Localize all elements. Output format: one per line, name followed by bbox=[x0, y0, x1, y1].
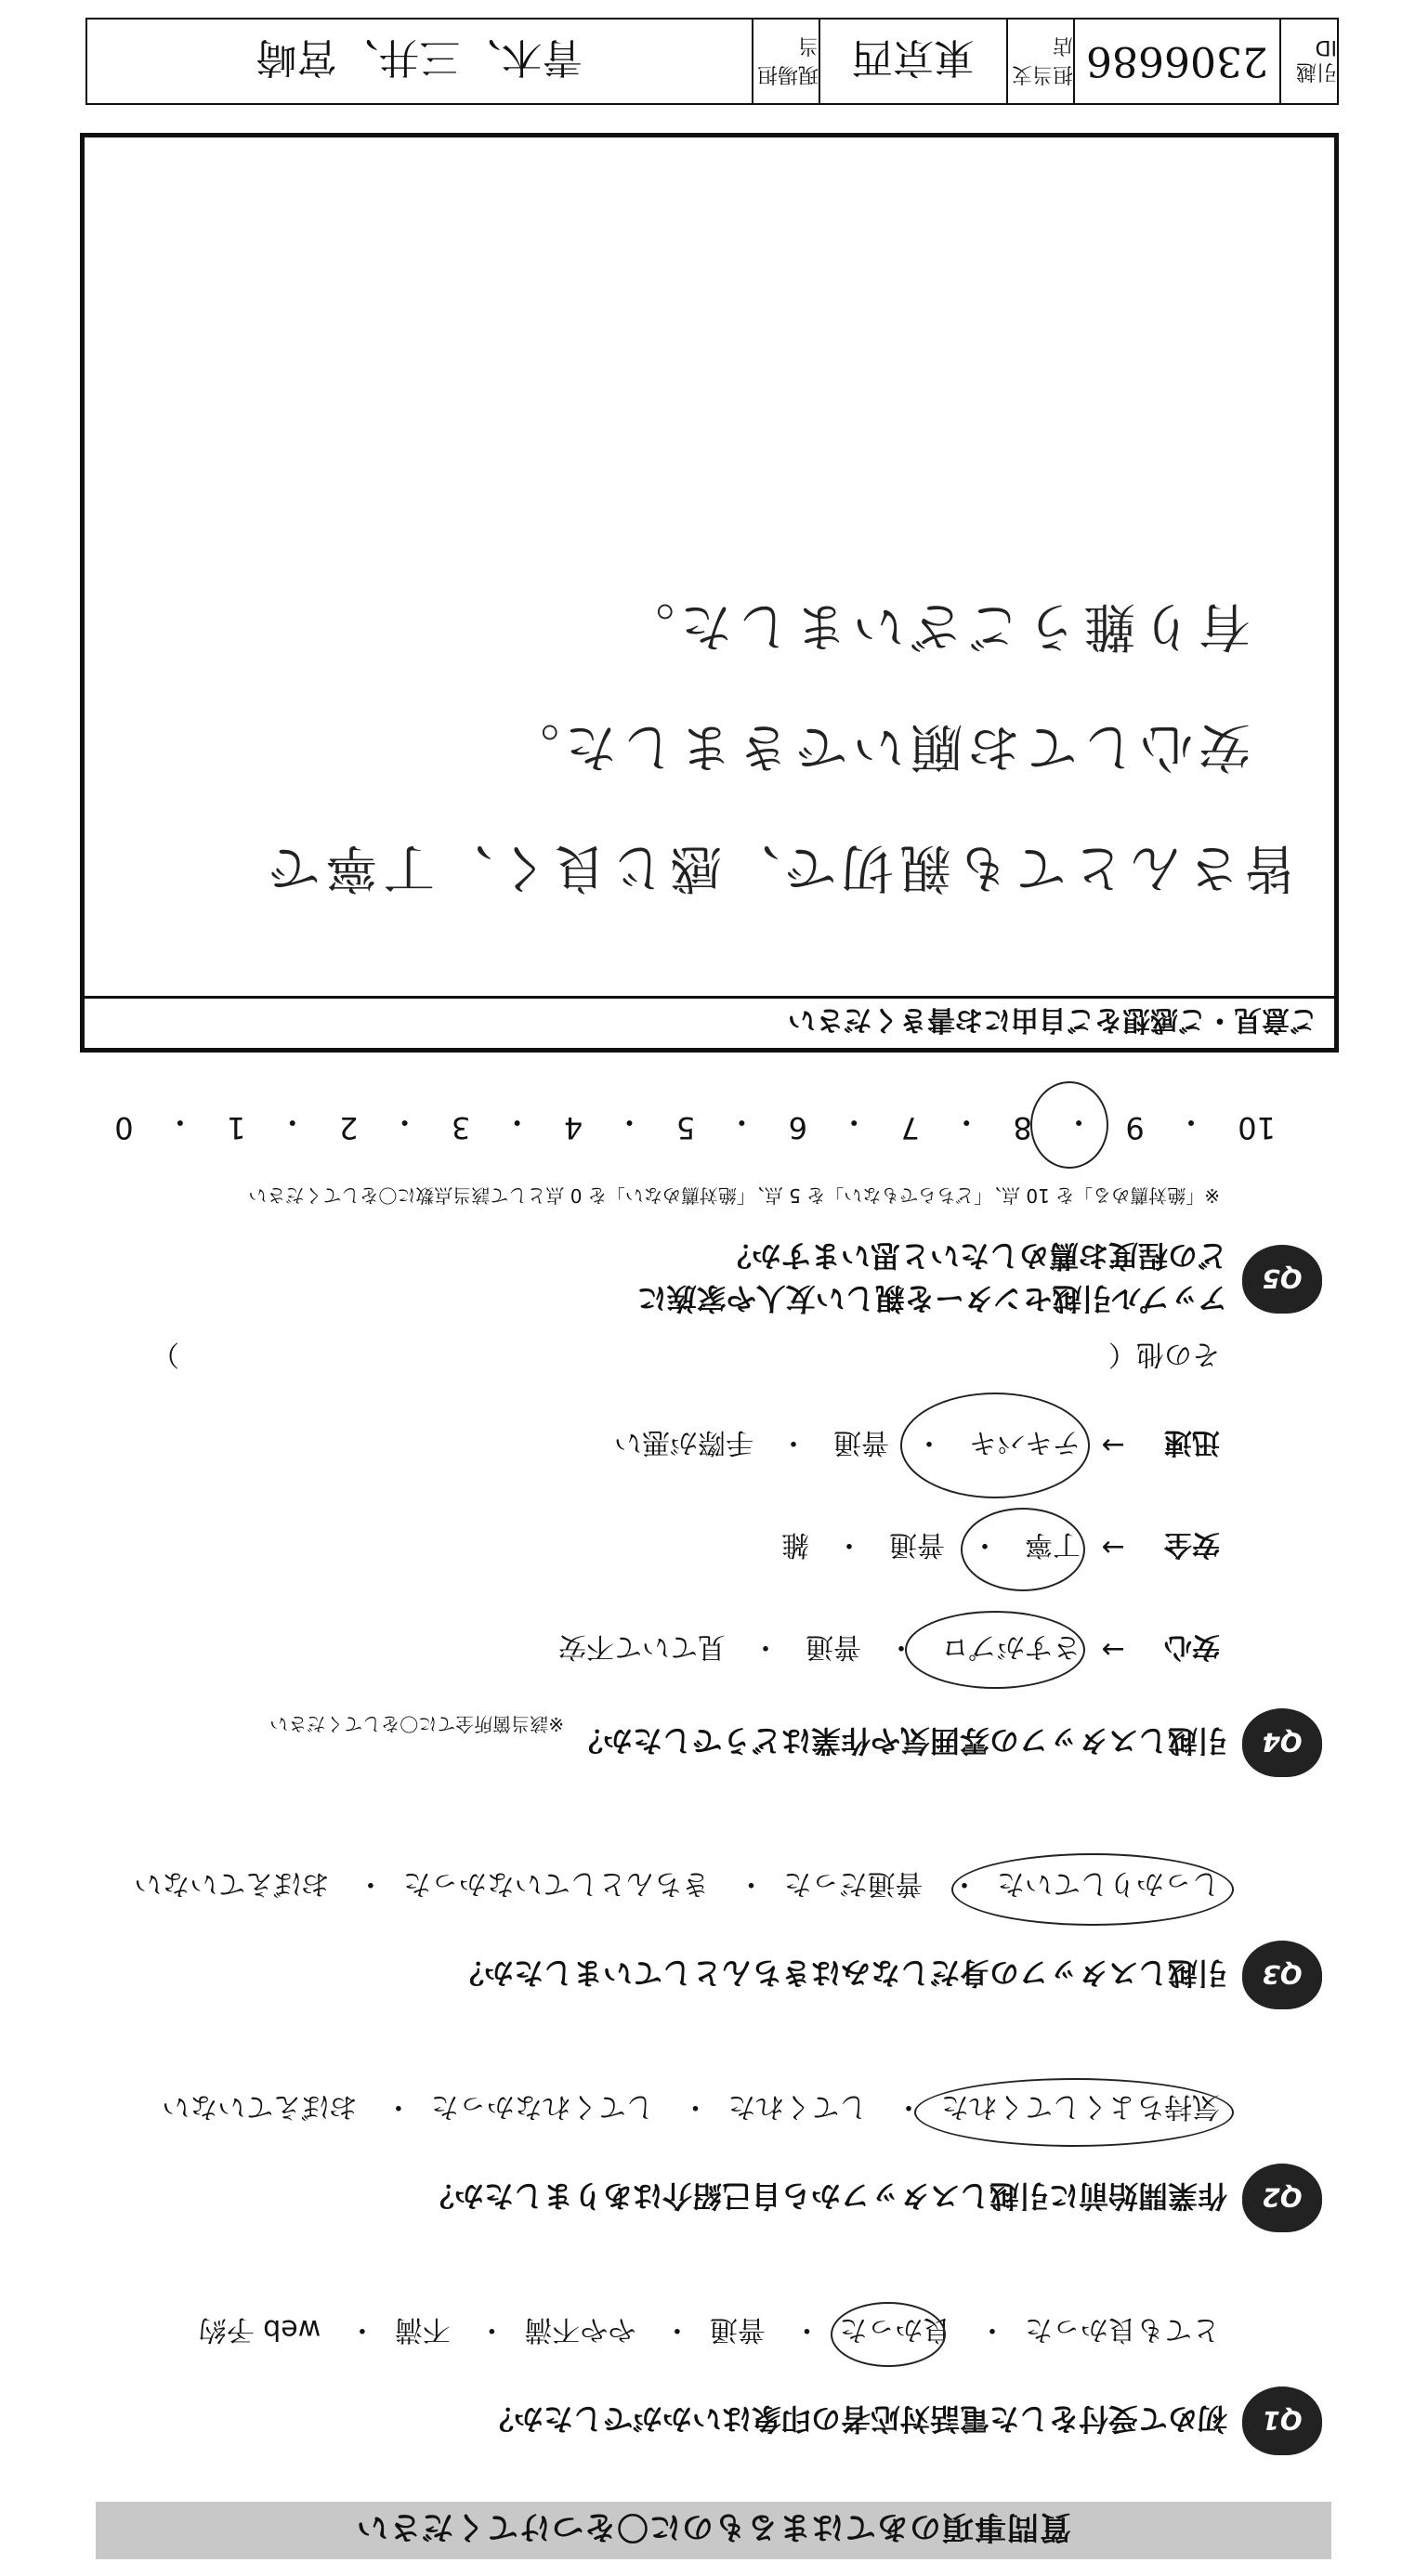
arrow-icon: → bbox=[1101, 1429, 1125, 1462]
q4-selection-mark-1 bbox=[905, 1611, 1085, 1689]
arrow-icon: → bbox=[1101, 1633, 1125, 1667]
scale-value[interactable]: 2 bbox=[339, 1110, 359, 1145]
q1-option[interactable]: web 予約 bbox=[198, 2313, 321, 2346]
scale-value[interactable]: 0 bbox=[114, 1110, 134, 1145]
q3-badge: Q3 bbox=[1242, 1941, 1322, 2009]
q3-option[interactable]: おぼえていない bbox=[134, 1867, 330, 1900]
arrow-icon: → bbox=[1101, 1531, 1125, 1564]
q5-selection-mark bbox=[1030, 1081, 1108, 1169]
handwritten-comment-line: 安心してお願いできました。 bbox=[502, 716, 1251, 777]
comment-box-label: ご意見・ご感想をご自由にお書きください bbox=[85, 996, 1334, 1048]
q2-option[interactable]: してくれなかった bbox=[430, 2090, 654, 2123]
q4-row-jinsoku: 迅速 → テキパキ ・ 普通 ・ 手際が悪い bbox=[588, 1425, 1220, 1466]
branch-label: 担当支店 bbox=[1006, 20, 1073, 103]
q4-row-label: 安全 bbox=[1164, 1528, 1220, 1561]
q4-option-selected[interactable]: さすがプロ bbox=[941, 1630, 1081, 1663]
q4-option[interactable]: 雑 bbox=[781, 1528, 809, 1561]
q2-option[interactable]: おぼえていない bbox=[162, 2090, 358, 2123]
leader-value: 青木、三井、宮崎 bbox=[255, 33, 583, 81]
question-2 bbox=[425, 2164, 1322, 2232]
scale-value[interactable]: 5 bbox=[675, 1110, 696, 1145]
q4-row-label: 迅速 bbox=[1164, 1426, 1220, 1458]
q5-text-line2: どの程度お薦めしたいと思いますか？ bbox=[721, 1238, 1227, 1274]
q3-option-selected[interactable]: しっかりしていた bbox=[997, 1867, 1220, 1900]
q4-option-selected[interactable]: 丁寧 bbox=[1025, 1528, 1081, 1561]
q3-option[interactable]: きちんとしていなかった bbox=[402, 1867, 710, 1900]
comment-box[interactable] bbox=[80, 133, 1339, 1053]
q4-selection-mark-2 bbox=[961, 1508, 1085, 1591]
q4-option[interactable]: 見ていて不安 bbox=[558, 1630, 726, 1663]
handwritten-comment-line: 皆さんとても親切で、感じ良く、丁寧で bbox=[262, 837, 1297, 897]
q3-text: 引越しスタッフの身だしなみはきちんとしていましたか？ bbox=[453, 1955, 1227, 1991]
q5-note: ※「絶対薦める」を 10 点、「どちらでもない」を 5 点、「絶対薦めない」を 0 点として該当点数に〇をしてください bbox=[248, 1184, 1220, 1207]
q4-option[interactable]: 普通 bbox=[833, 1426, 889, 1458]
handwritten-comment-line: 有り難うございました。 bbox=[617, 595, 1251, 656]
q5-scale: 10 ・ 9 ・ 8 ・ 7 ・ 6 ・ 5 ・ 4 ・ 3 ・ 2 ・ 1 ・ 0 bbox=[114, 1105, 1276, 1145]
scale-value[interactable]: 4 bbox=[563, 1110, 583, 1145]
q4-option-selected[interactable]: テキパキ bbox=[969, 1426, 1081, 1458]
q1-option-selected[interactable]: 良かった bbox=[839, 2313, 951, 2346]
q1-options: とても良かった・ 良かった・ 普通・ やや不満・ 不満・ web 予約 bbox=[180, 2312, 1220, 2353]
leader-label: 現場担当 bbox=[752, 20, 819, 103]
q4-badge: Q4 bbox=[1242, 1708, 1322, 1777]
q4-option[interactable]: 手際が悪い bbox=[614, 1426, 753, 1458]
q2-option-selected[interactable]: 気持ちよくしてくれた bbox=[941, 2090, 1220, 2123]
scale-value[interactable]: 3 bbox=[451, 1110, 471, 1145]
scale-value[interactable]: 9 bbox=[1125, 1110, 1145, 1145]
q1-badge: Q1 bbox=[1242, 2386, 1322, 2455]
q2-options: 気持ちよくしてくれた・ してくれた・ してくれなかった・ おぼえていない bbox=[143, 2089, 1220, 2130]
q4-selection-mark-3 bbox=[900, 1393, 1090, 1498]
question-4 bbox=[269, 1708, 1322, 1777]
branch-value: 東京西 bbox=[819, 20, 1006, 103]
id-value: 2306686 bbox=[1073, 20, 1279, 103]
scale-value[interactable]: 6 bbox=[788, 1110, 808, 1145]
q3-selection-mark bbox=[951, 1853, 1234, 1926]
instruction-banner: 質問事項のあてはまるものに〇をつけてください bbox=[96, 2502, 1331, 2559]
scale-value[interactable]: 1 bbox=[227, 1110, 246, 1145]
q5-text bbox=[637, 1236, 1227, 1322]
q1-option[interactable]: 不満 bbox=[394, 2313, 451, 2346]
q2-badge: Q2 bbox=[1242, 2164, 1322, 2232]
q4-option[interactable]: 普通 bbox=[889, 1528, 945, 1561]
scale-value[interactable]: 7 bbox=[900, 1110, 920, 1145]
q1-option[interactable]: とても良かった bbox=[1025, 2313, 1220, 2346]
q4-row-label: 安心 bbox=[1164, 1630, 1220, 1663]
q1-selection-mark bbox=[831, 2302, 946, 2367]
q4-other-close: ） bbox=[151, 1338, 179, 1370]
question-5 bbox=[637, 1236, 1322, 1322]
q3-options: しっかりしていた・ 普通だった・ きちんとしていなかった・ おぼえていない bbox=[115, 1866, 1220, 1907]
q4-note: ※該当箇所全てに〇をしてください bbox=[269, 1713, 564, 1735]
question-1 bbox=[484, 2386, 1322, 2455]
q4-row-anzen: 安全 → 丁寧 ・ 普通 ・ 雑 bbox=[755, 1527, 1220, 1568]
q1-text: 初めて受付をした電話対応者の印象はいかがでしたか？ bbox=[483, 2401, 1227, 2437]
id-row bbox=[85, 18, 1339, 105]
q5-text-line1: アップル引越センターを親しい友人や家族に bbox=[636, 1281, 1227, 1316]
q2-text: 作業開始前に引越しスタッフから自己紹介はありましたか？ bbox=[424, 2178, 1227, 2214]
q2-option[interactable]: してくれた bbox=[727, 2090, 868, 2123]
q4-text: 引越しスタッフの雰囲気や作業はどうでしたか？ bbox=[572, 1723, 1227, 1759]
q1-option[interactable]: やや不満 bbox=[524, 2313, 636, 2346]
q4-option[interactable]: 普通 bbox=[806, 1630, 861, 1663]
q4-other bbox=[151, 1337, 1220, 1378]
scale-value-selected[interactable]: 8 bbox=[1013, 1110, 1032, 1145]
q2-selection-mark bbox=[914, 2078, 1234, 2147]
q4-other-label: その他（ bbox=[1108, 1338, 1220, 1370]
q5-badge: Q5 bbox=[1242, 1245, 1322, 1314]
scale-value[interactable]: 10 bbox=[1238, 1110, 1276, 1145]
id-label: 引越ID bbox=[1279, 20, 1337, 103]
q4-row-anshin: 安心 → さすがプロ ・ 普通 ・ 見ていて不安 bbox=[532, 1629, 1220, 1670]
question-3 bbox=[454, 1941, 1322, 2009]
q1-option[interactable]: 普通 bbox=[709, 2313, 766, 2346]
q3-option[interactable]: 普通だった bbox=[783, 1867, 924, 1900]
